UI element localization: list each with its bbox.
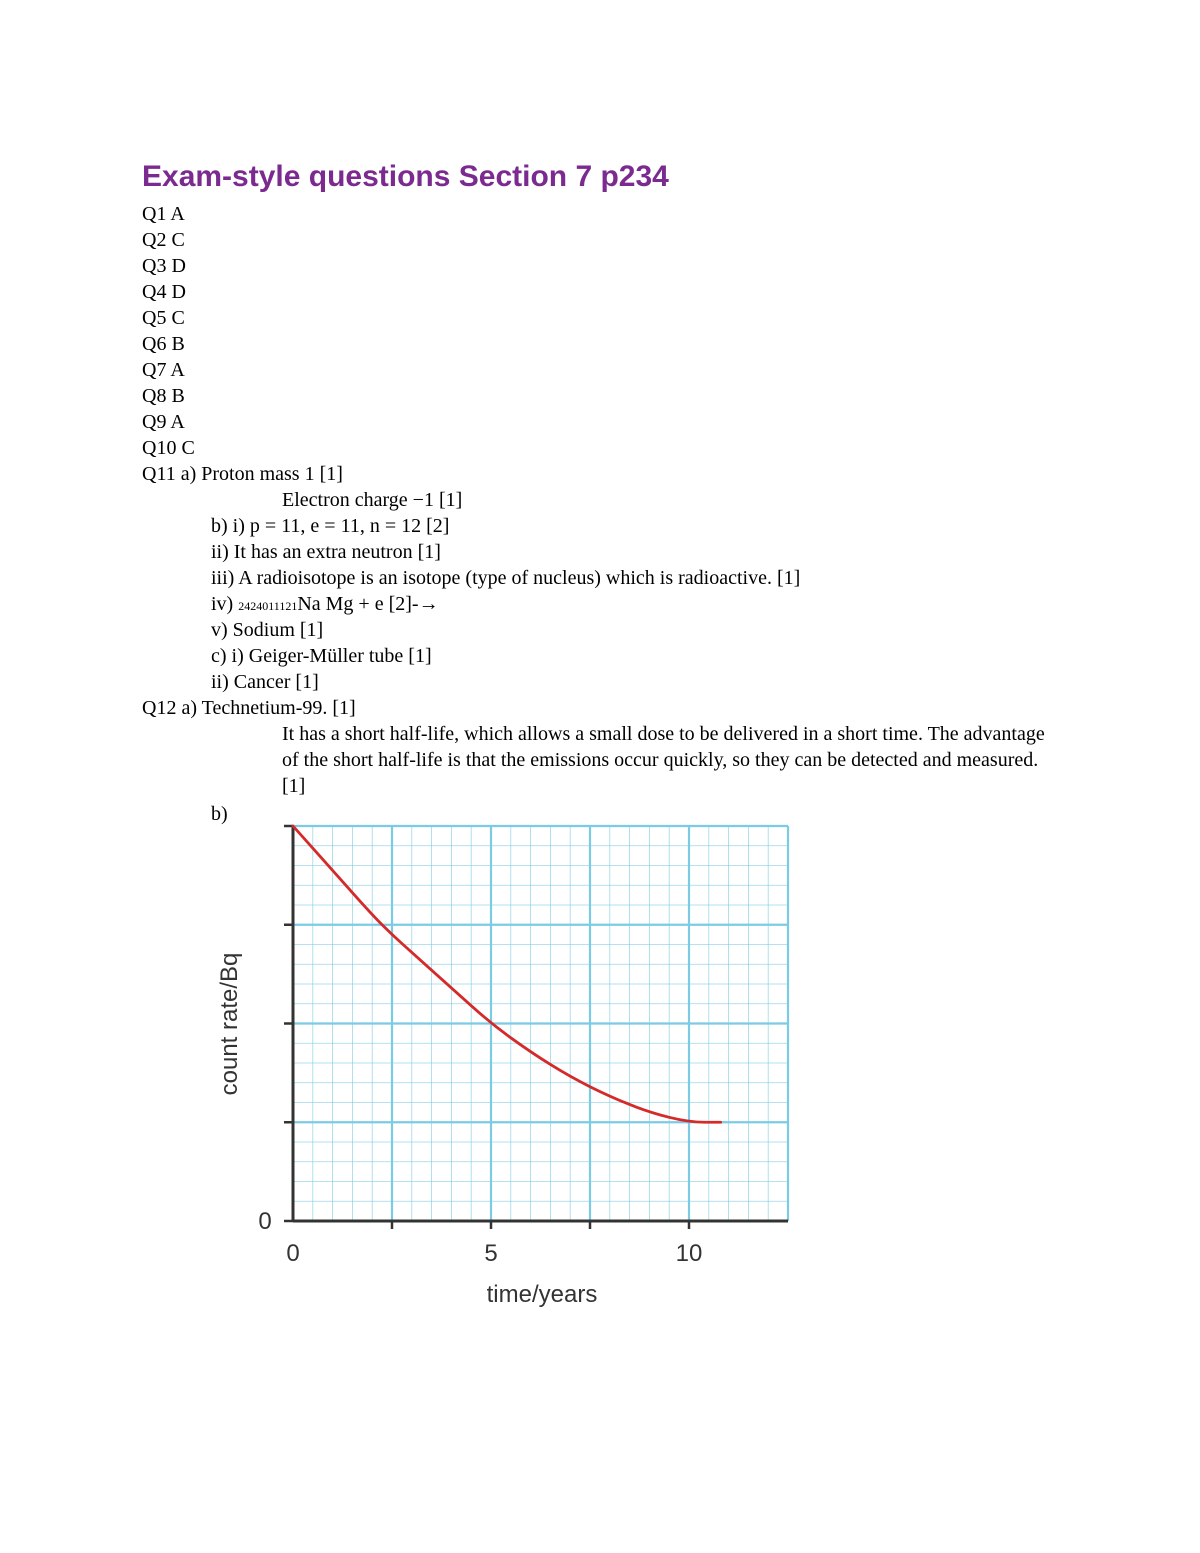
q12-a: Q12 a) Technetium-99. [1] [142, 697, 356, 719]
q11-b-v: v) Sodium [1] [211, 619, 324, 641]
q11-b-i: b) i) p = 11, e = 11, n = 12 [2] [211, 515, 450, 537]
answer-q7: Q7 A [142, 359, 185, 381]
q11-a-proton: Q11 a) Proton mass 1 [1] [142, 463, 343, 485]
x-axis-title: time/years [486, 1281, 598, 1308]
q11-b-iv-prefix: iv) [211, 593, 239, 615]
x-tick-label: 0 [286, 1240, 300, 1267]
q11-b-iv [211, 591, 439, 619]
chart-ticks [258, 826, 702, 1267]
answer-q10: Q10 C [142, 437, 195, 459]
q12-a-explanation: It has a short half-life, which allows a small dose to be delivered in a short time. The advantage of the short half-life is that the emissions occur quickly, so they can be detected and measured. [1] [282, 723, 1045, 797]
answer-q1: Q1 A [142, 203, 185, 225]
chart-labels [216, 953, 597, 1308]
q11-b-iv-equation: Na Mg + e [2]-→ [297, 593, 439, 615]
q12-b: b) [211, 803, 228, 825]
answer-q2: Q2 C [142, 229, 185, 251]
y-axis-title: count rate/Bq [216, 952, 243, 1096]
answer-q3: Q3 D [142, 255, 186, 277]
q11-c-ii: ii) Cancer [1] [211, 671, 319, 693]
q11-b-iv-isotope-numbers: 2424011121 [238, 599, 298, 613]
answer-q5: Q5 C [142, 307, 185, 329]
answer-q9: Q9 A [142, 411, 185, 433]
y-tick-label: 0 [258, 1208, 272, 1235]
x-tick-label: 10 [675, 1240, 703, 1267]
q11-c-i: c) i) Geiger-Müller tube [1] [211, 645, 432, 667]
page-title: Exam-style questions Section 7 p234 [142, 160, 669, 193]
q11-b-iii: iii) A radioisotope is an isotope (type of nucleus) which is radioactive. [1] [211, 567, 801, 589]
answer-q4: Q4 D [142, 281, 186, 303]
q11-a-electron: Electron charge −1 [1] [282, 489, 463, 511]
chart-series [293, 826, 721, 1122]
answer-q8: Q8 B [142, 385, 185, 407]
x-tick-label: 5 [484, 1240, 498, 1267]
decay-curve-line [293, 826, 721, 1122]
decay-chart [200, 810, 800, 1320]
answer-q6: Q6 B [142, 333, 185, 355]
q11-b-ii: ii) It has an extra neutron [1] [211, 541, 441, 563]
